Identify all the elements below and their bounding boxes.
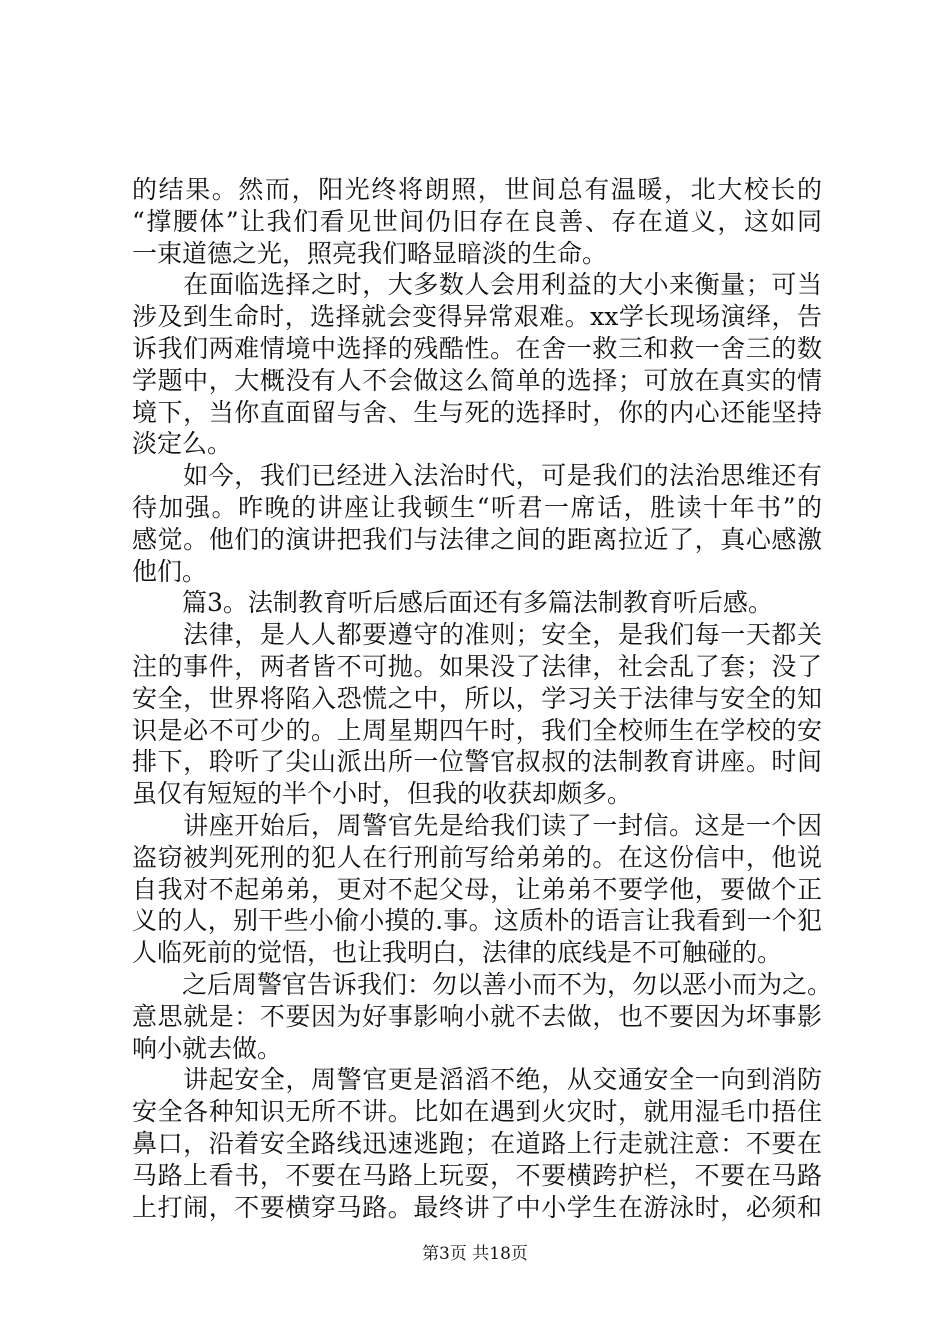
text-line: 待加强。昨晚的讲座让我顿生“听君一席话，胜读十年书”的 <box>132 492 822 522</box>
text-line: 之后周警官告诉我们：勿以善小而不为，勿以恶小而为之。 <box>132 969 833 999</box>
text-line: 他们。 <box>132 556 208 586</box>
text-line: 如今，我们已经进入法治时代，可是我们的法治思维还有 <box>132 461 822 491</box>
text-line: 境下，当你直面留与舍、生与死的选择时，你的内心还能坚持 <box>132 397 822 427</box>
text-line: 自我对不起弟弟，更对不起父母，让弟弟不要学他，要做个正 <box>132 874 822 904</box>
text-line: 上打闹，不要横穿马路。最终讲了中小学生在游泳时，必须和 <box>132 1192 822 1222</box>
text-line: 鼻口，沿着安全路线迅速逃跑；在道路上行走就注意：不要在 <box>132 1128 822 1158</box>
document-body <box>132 174 833 1223</box>
text-line: 讲座开始后，周警官先是给我们读了一封信。这是一个因 <box>132 810 822 840</box>
text-line: 人临死前的觉悟，也让我明白，法律的底线是不可触碰的。 <box>132 938 783 968</box>
text-line: 讲起安全，周警官更是滔滔不绝，从交通安全一向到消防 <box>132 1065 822 1095</box>
page-number: 第3页 共18页 <box>422 1244 528 1264</box>
text-line: 识是必不可少的。上周星期四午时，我们全校师生在学校的安 <box>132 715 822 745</box>
text-line: 法律，是人人都要遵守的准则；安全，是我们每一天都关 <box>132 620 822 650</box>
text-line: 在面临选择之时，大多数人会用利益的大小来衡量；可当 <box>132 270 822 300</box>
text-line: 安全各种知识无所不讲。比如在遇到火灾时，就用湿毛巾捂住 <box>132 1097 822 1127</box>
text-line: 诉我们两难情境中选择的残酷性。在舍一救三和救一舍三的数 <box>132 333 822 363</box>
text-line: 的结果。然而，阳光终将朗照，世间总有温暖，北大校长的 <box>132 175 822 204</box>
text-line: 篇3。法制教育听后感后面还有多篇法制教育听后感。 <box>132 588 773 618</box>
text-line: 义的人，别干些小偷小摸的.事。这质朴的语言让我看到一个犯 <box>132 906 822 936</box>
text-line: 虽仅有短短的半个小时，但我的收获却颇多。 <box>132 779 633 809</box>
text-line: 一束道德之光，照亮我们略显暗淡的生命。 <box>132 238 608 268</box>
text-line: 安全，世界将陷入恐慌之中，所以，学习关于法律与安全的知 <box>132 683 822 713</box>
text-line: 感觉。他们的演讲把我们与法律之间的距离拉近了，真心感激 <box>132 524 822 554</box>
text-line: 马路上看书，不要在马路上玩耍，不要横跨护栏，不要在马路 <box>132 1160 822 1190</box>
text-line: 排下，聆听了尖山派出所一位警官叔叔的法制教育讲座。时间 <box>132 747 822 777</box>
text-line: 意思就是：不要因为好事影响小就不去做，也不要因为坏事影 <box>132 1001 822 1031</box>
text-line: 涉及到生命时，选择就会变得异常艰难。xx学长现场演绎，告 <box>132 302 822 332</box>
text-line: 淡定么。 <box>132 429 233 459</box>
text-line: 盗窃被判死刑的犯人在行刑前写给弟弟的。在这份信中，他说 <box>132 842 822 872</box>
text-line: “撑腰体”让我们看见世间仍旧存在良善、存在道义，这如同 <box>132 206 822 236</box>
text-line: 响小就去做。 <box>132 1033 283 1063</box>
text-line: 学题中，大概没有人不会做这么简单的选择；可放在真实的情 <box>132 365 822 395</box>
text-line: 注的事件，两者皆不可抛。如果没了法律，社会乱了套；没了 <box>132 651 822 681</box>
